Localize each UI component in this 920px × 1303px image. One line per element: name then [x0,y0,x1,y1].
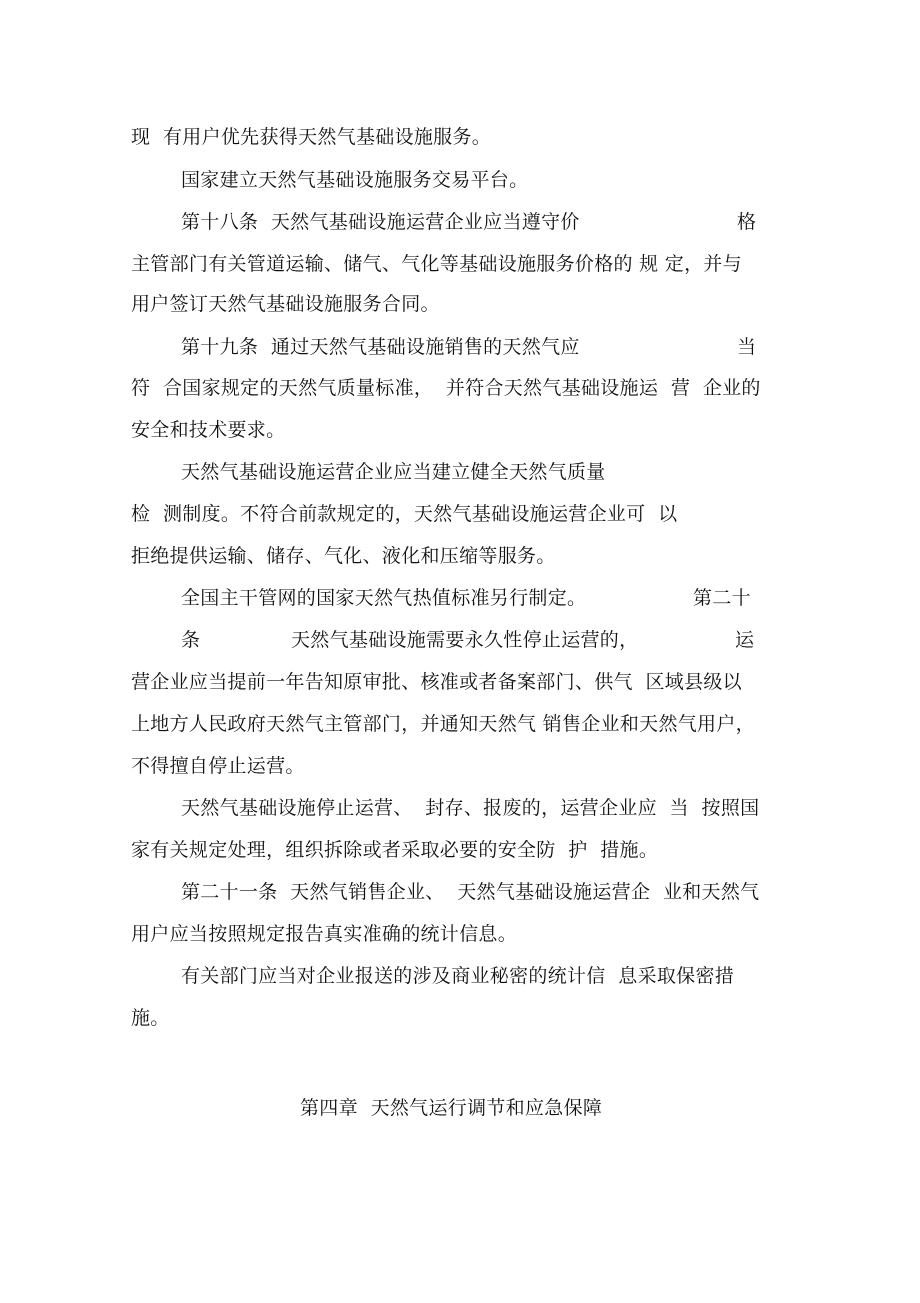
text-line: 天然气基础设施停止运营、 封存、报废的，运营企业应 当 按照国 [181,797,760,819]
text-line: 天然气基础设施运营企业应当建立健全天然气质量 [181,461,606,483]
text-line: 不得擅自停止运营。 [131,755,305,777]
text-line: 天然气基础设施需要永久性停止运营的， [291,629,639,651]
chapter-title: 第四章 天然气运行调节和应急保障 [300,1097,603,1119]
text-line: 第十九条 通过天然气基础设施销售的天然气应 [181,336,580,358]
text-line: 第二十 [693,587,751,609]
text-line: 拒绝提供运输、储存、气化、液化和压缩等服务。 [131,545,556,567]
text-line: 用户签订天然气基础设施服务合同。 [131,293,440,315]
text-line: 运 [735,629,755,651]
text-line: 格 [737,211,757,233]
text-line: 上地方人民政府天然气主管部门，并通知天然气 销售企业和天然气用户， [131,713,755,735]
text-line: 营企业应当提前一年告知原审批、核准或者备案部门、供气 区域县级以 [131,671,742,693]
text-line: 条 [181,629,201,651]
text-line: 主管部门有关管道运输、储气、气化等基础设施服务价格的 规 定，并与 [131,253,742,275]
text-line: 家有关规定处理，组织拆除或者采取必要的安全防 护 措施。 [131,839,659,861]
text-line: 施。 [131,1007,170,1029]
text-line: 用户应当按照规定报告真实准确的统计信息。 [131,923,518,945]
text-line: 第十八条 天然气基础设施运营企业应当遵守价 [181,211,580,233]
text-line: 安全和技术要求。 [131,419,286,441]
text-line: 有关部门应当对企业报送的涉及商业秘密的统计信 息采取保密措 [181,965,735,987]
text-line: 全国主干管网的国家天然气热值标准另行制定。 [181,587,587,609]
text-line: 现 有用户优先获得天然气基础设施服务。 [131,126,492,148]
text-line: 第二十一条 天然气销售企业、 天然气基础设施运营企 业和天然气 [181,881,760,903]
text-line: 国家建立天然气基础设施服务交易平台。 [181,169,529,191]
text-line: 符 合国家规定的天然气质量标准， 并符合天然气基础设施运 营 企业的 [131,377,761,399]
text-line: 检 测制度。不符合前款规定的，天然气基础设施运营企业可 以 [131,503,678,525]
text-line: 当 [737,336,757,358]
